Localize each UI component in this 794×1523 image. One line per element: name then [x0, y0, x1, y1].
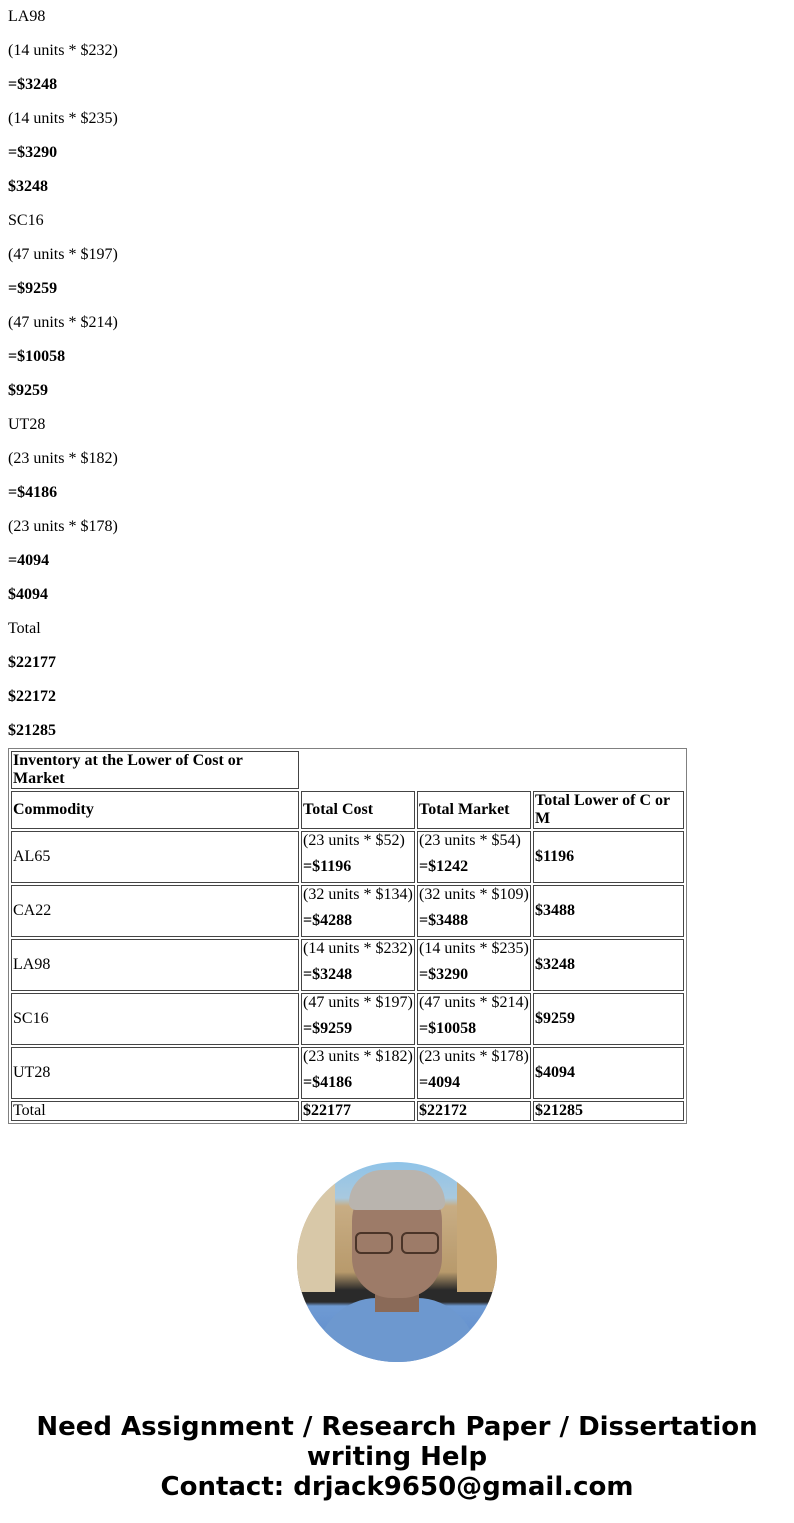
paragraph: $22177: [8, 654, 56, 671]
table-row: [11, 885, 684, 937]
market-result: =$3488: [419, 912, 469, 929]
paragraph: =$3290: [8, 144, 58, 161]
paragraph: $22172: [8, 688, 56, 705]
market-expression: (14 units * $235): [419, 940, 529, 957]
market-result: =$3290: [419, 966, 469, 983]
paragraph: =$9259: [8, 280, 58, 297]
paragraph: UT28: [8, 416, 46, 433]
lcm-cell: $3488: [533, 885, 684, 937]
hair-shape: [349, 1170, 445, 1210]
glasses-icon: [355, 1232, 439, 1252]
header-total-cost: Total Cost: [301, 791, 415, 829]
total-market-cell: [417, 885, 531, 937]
total-cost-cell: [301, 831, 415, 883]
paragraph: Total: [8, 620, 41, 637]
paragraph: $9259: [8, 382, 48, 399]
lcm-cell: $3248: [533, 939, 684, 991]
total-cost-value: $22177: [301, 1101, 415, 1121]
commodity-cell: SC16: [11, 993, 299, 1045]
calculation-paragraphs: [8, 0, 786, 739]
total-cost-cell: [301, 885, 415, 937]
header-total-lcm: Total Lower of C or M: [533, 791, 684, 829]
paragraph: (14 units * $232): [8, 42, 118, 59]
commodity-cell: CA22: [11, 885, 299, 937]
total-market-cell: [417, 993, 531, 1045]
cost-result: =$1196: [303, 858, 352, 875]
paragraph: LA98: [8, 8, 46, 25]
table-total-row: [11, 1101, 684, 1121]
background-panel-left: [297, 1182, 335, 1292]
table-row: [11, 939, 684, 991]
commodity-cell: UT28: [11, 1047, 299, 1099]
table-title: Inventory at the Lower of Cost or Market: [11, 751, 299, 789]
paragraph: $3248: [8, 178, 48, 195]
promo-contact: Contact: drjack9650@gmail.com: [160, 1472, 634, 1502]
paragraph: $21285: [8, 722, 56, 739]
total-cost-cell: [301, 993, 415, 1045]
total-cost-cell: [301, 1047, 415, 1099]
paragraph: (14 units * $235): [8, 110, 118, 127]
cost-expression: (23 units * $182): [303, 1048, 413, 1065]
commodity-cell: AL65: [11, 831, 299, 883]
table-row: [11, 1047, 684, 1099]
lcm-cell: $9259: [533, 993, 684, 1045]
total-market-cell: [417, 939, 531, 991]
table-header-row: [11, 791, 684, 829]
background-panel-right: [457, 1182, 497, 1292]
commodity-cell: LA98: [11, 939, 299, 991]
market-expression: (47 units * $214): [419, 994, 529, 1011]
table-row: [11, 831, 684, 883]
market-result: =$10058: [419, 1020, 477, 1037]
cost-expression: (23 units * $52): [303, 832, 405, 849]
paragraph: =$3248: [8, 76, 58, 93]
paragraph: $4094: [8, 586, 48, 603]
table-row: [11, 993, 684, 1045]
paragraph: (23 units * $178): [8, 518, 118, 535]
paragraph: (47 units * $197): [8, 246, 118, 263]
lcm-cell: $4094: [533, 1047, 684, 1099]
table-title-row: [11, 751, 684, 789]
cost-expression: (32 units * $134): [303, 886, 413, 903]
promo-line-1: Need Assignment / Research Paper / Dissertation: [36, 1412, 758, 1442]
paragraph: (23 units * $182): [8, 450, 118, 467]
total-cost-cell: [301, 939, 415, 991]
total-market-cell: [417, 831, 531, 883]
cost-result: =$4186: [303, 1074, 353, 1091]
cost-expression: (47 units * $197): [303, 994, 413, 1011]
promo-line-2: writing Help: [306, 1442, 488, 1472]
cost-result: =$9259: [303, 1020, 353, 1037]
author-avatar-container: [0, 1162, 794, 1362]
total-lcm-value: $21285: [533, 1101, 684, 1121]
header-total-market: Total Market: [417, 791, 531, 829]
paragraph: =$4186: [8, 484, 58, 501]
total-market-cell: [417, 1047, 531, 1099]
cost-result: =$4288: [303, 912, 353, 929]
paragraph: =4094: [8, 552, 50, 569]
cost-result: =$3248: [303, 966, 353, 983]
total-label: Total: [11, 1101, 299, 1121]
inventory-table: [8, 748, 687, 1124]
total-market-value: $22172: [417, 1101, 531, 1121]
market-expression: (23 units * $54): [419, 832, 521, 849]
cost-expression: (14 units * $232): [303, 940, 413, 957]
header-commodity: Commodity: [11, 791, 299, 829]
market-result: =4094: [419, 1074, 461, 1091]
market-expression: (23 units * $178): [419, 1048, 529, 1065]
market-expression: (32 units * $109): [419, 886, 529, 903]
lcm-cell: $1196: [533, 831, 684, 883]
author-photo-icon: [297, 1162, 497, 1362]
paragraph: =$10058: [8, 348, 66, 365]
paragraph: (47 units * $214): [8, 314, 118, 331]
paragraph: SC16: [8, 212, 44, 229]
market-result: =$1242: [419, 858, 469, 875]
promo-banner: [0, 1412, 794, 1502]
